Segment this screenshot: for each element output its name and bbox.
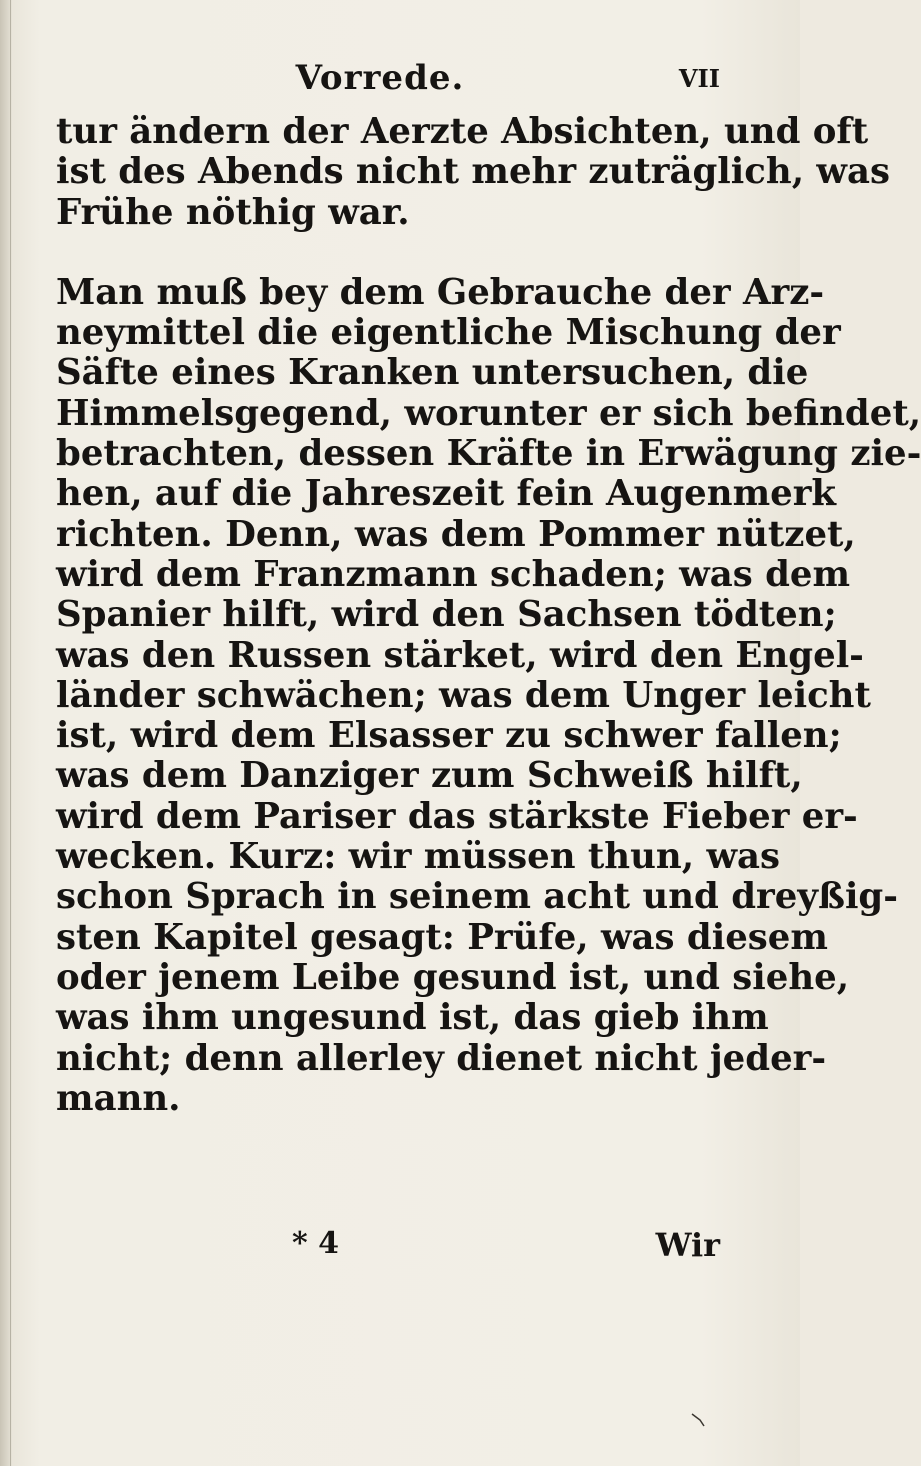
paper-speck	[690, 1410, 710, 1430]
text-line: Himmelsgegend, worunter er sich befindet,	[56, 392, 921, 434]
text-line: richten. Denn, was dem Pommer nützet,	[56, 513, 856, 555]
page-number: VII	[678, 64, 720, 93]
text-line: Spanier hilft, wird den Sachsen tödten;	[56, 594, 837, 636]
text-line: wird dem Pariser das stärkste Fieber er-	[56, 795, 858, 837]
text-line: schon Sprach in seinem acht und dreyßig-	[56, 876, 898, 918]
text-line: was den Russen stärket, wird den Engel-	[56, 634, 864, 676]
text-line: ist des Abends nicht mehr zuträglich, was	[56, 151, 890, 193]
text-line: Man muß bey dem Gebrauche der Arz-	[56, 271, 825, 313]
text-line: oder jenem Leibe gesund ist, und siehe,	[56, 956, 850, 998]
text-line: wecken. Kurz: wir müssen thun, was	[56, 836, 780, 878]
text-line: ist, wird dem Elsasser zu schwer fallen;	[56, 715, 842, 757]
text-line: Frühe nöthig war.	[56, 191, 410, 233]
text-line: wird dem Franzmann schaden; was dem	[56, 553, 851, 595]
text-line: mann.	[56, 1077, 181, 1119]
running-title: Vorrede.	[295, 58, 465, 98]
text-line: nicht; denn allerley dienet nicht jeder-	[56, 1037, 827, 1079]
gutter-line	[10, 0, 11, 1466]
signature-mark: * 4	[292, 1226, 340, 1261]
text-line: was ihm ungesund ist, das gieb ihm	[56, 997, 769, 1039]
paragraph-break	[56, 233, 716, 273]
text-line: was dem Danziger zum Schweiß hilft,	[56, 755, 803, 797]
text-line: betrachten, dessen Kräfte in Erwägung zie-	[56, 433, 921, 475]
text-line: tur ändern der Aerzte Absichten, und oft	[56, 111, 869, 152]
catchword: Wir	[655, 1226, 720, 1264]
page-header	[40, 58, 720, 108]
text-line: neymittel die eigentliche Mischung der	[56, 312, 841, 354]
page-footer	[56, 1226, 720, 1266]
text-line: hen, auf die Jahreszeit fein Augenmerk	[56, 473, 837, 515]
text-line: sten Kapitel gesagt: Prüfe, was diesem	[56, 916, 828, 958]
text-line: Säfte eines Kranken untersuchen, die	[56, 352, 809, 394]
text-line: länder schwächen; was dem Unger leicht	[56, 674, 871, 716]
body-text	[56, 111, 921, 1119]
